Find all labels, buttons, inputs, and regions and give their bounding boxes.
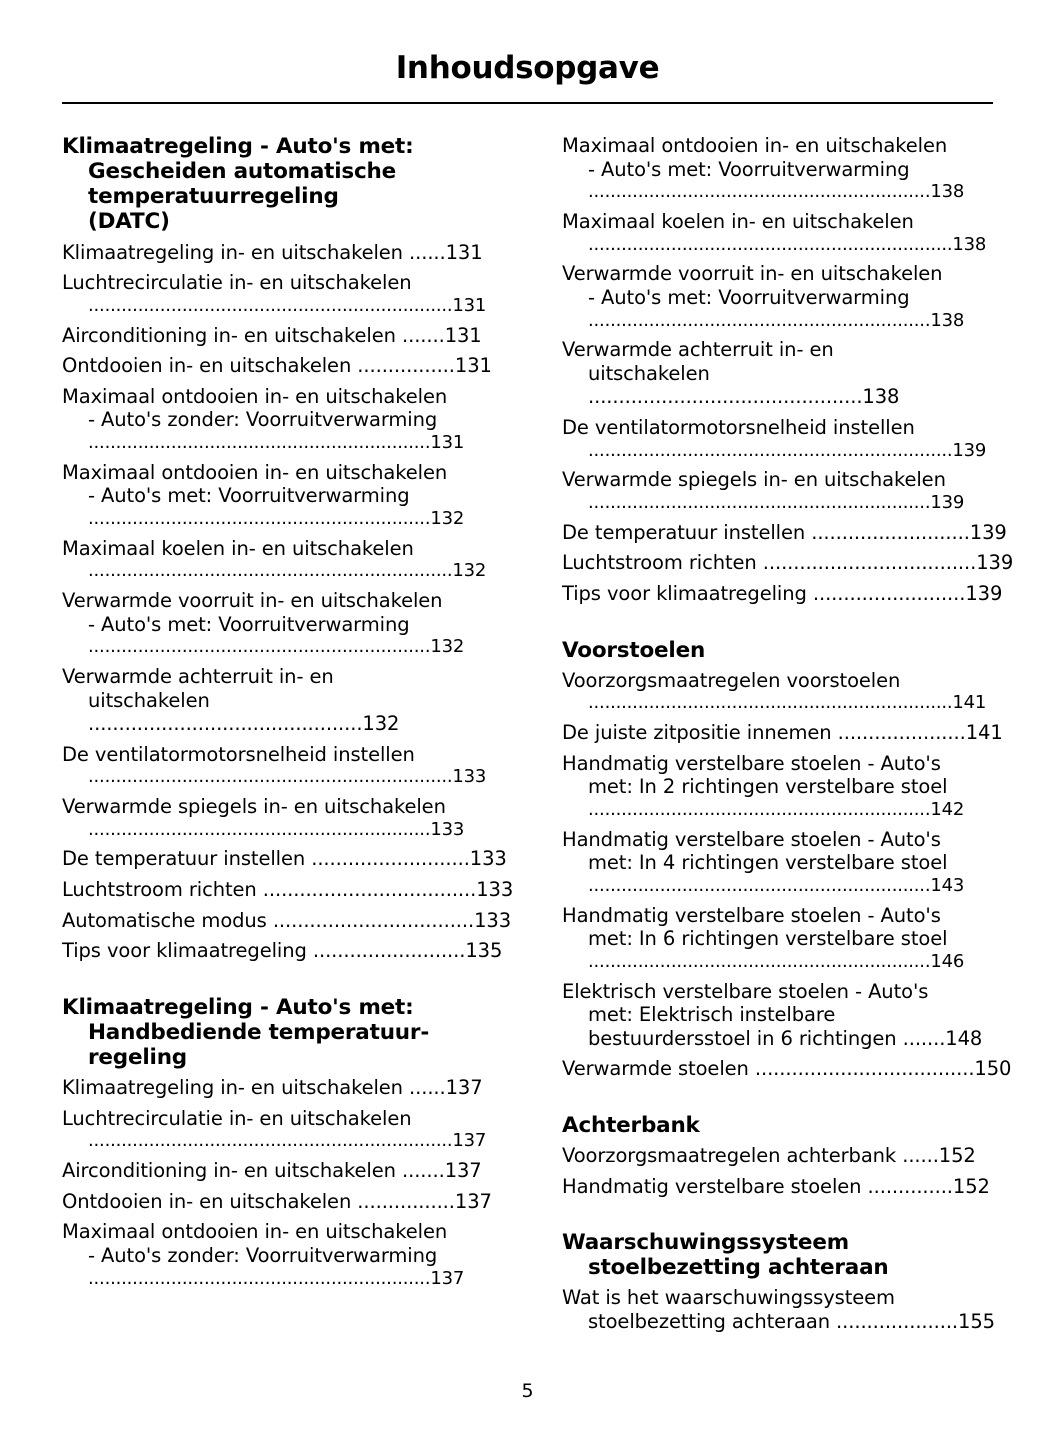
toc-entry[interactable] <box>62 1107 524 1152</box>
toc-entry-line: Verwarmde spiegels in- en uitschakelen <box>562 468 946 492</box>
section-heading-line: Gescheiden automatische <box>88 159 397 185</box>
toc-entry-line: Verwarmde voorruit in- en uitschakelen <box>62 588 443 612</box>
toc-entry-line: - Auto's met: Voorruitverwarming <box>88 612 410 636</box>
toc-entry-line: Voorzorgsmaatregelen voorstoelen <box>562 668 901 692</box>
toc-entry-line: bestuurdersstoel in 6 richtingen .......148 <box>588 1026 983 1050</box>
toc-entry-leader: ..............................................................142 <box>588 798 965 820</box>
title-divider <box>62 102 993 104</box>
toc-entry-leader: ..................................................................133 <box>88 766 487 788</box>
toc-entry[interactable] <box>62 589 524 658</box>
toc-entry-line: Maximaal ontdooien in- en uitschakelen <box>62 384 448 408</box>
toc-entry-line: Voorzorgsmaatregelen achterbank ......152 <box>562 1144 976 1168</box>
toc-entry-line: Tips voor klimaatregeling .........................135 <box>62 939 503 963</box>
toc-entry-line: Klimaatregeling in- en uitschakelen ......131 <box>62 240 483 264</box>
toc-entry[interactable] <box>62 241 524 265</box>
toc-entry-line: Handmatig verstelbare stoelen ..............152 <box>562 1174 990 1198</box>
toc-entry-leader: ..............................................................133 <box>88 818 465 840</box>
toc-entry[interactable] <box>562 1175 1024 1199</box>
toc-entry-leader: ..................................................................138 <box>588 233 987 255</box>
toc-entry[interactable] <box>562 521 1024 545</box>
toc-entry-line: Automatische modus .................................133 <box>62 908 512 932</box>
toc-entry-line: Maximaal koelen in- en uitschakelen <box>62 536 414 560</box>
toc-entry-line: Verwarmde voorruit in- en uitschakelen <box>562 262 943 286</box>
toc-entry[interactable] <box>562 669 1024 714</box>
toc-entry[interactable] <box>62 878 524 902</box>
toc-entry-leader: ..............................................................138 <box>588 181 965 203</box>
toc-entry[interactable] <box>62 461 524 530</box>
toc-entry[interactable] <box>62 909 524 933</box>
toc-entry[interactable] <box>62 795 524 840</box>
toc-entry[interactable] <box>562 904 1024 973</box>
toc-entry-line: Klimaatregeling in- en uitschakelen ......137 <box>62 1076 483 1100</box>
toc-entry-line: Verwarmde spiegels in- en uitschakelen <box>62 795 446 819</box>
toc-entry-leader: ..................................................................132 <box>88 560 487 582</box>
toc-entry[interactable] <box>62 1159 524 1183</box>
toc-entry[interactable] <box>562 721 1024 745</box>
toc-entry-line: Verwarmde achterruit in- en <box>62 664 334 688</box>
toc-entry-line: Verwarmde achterruit in- en <box>562 338 834 362</box>
section-heading-line: stoelbezetting achteraan <box>588 1255 889 1281</box>
toc-entry-line: Ontdooien in- en uitschakelen ................137 <box>62 1189 492 1213</box>
toc-entry[interactable] <box>562 262 1024 331</box>
toc-entry[interactable] <box>62 271 524 316</box>
toc-entry-line: De ventilatormotorsnelheid instellen <box>62 742 415 766</box>
toc-entry-line: Maximaal ontdooien in- en uitschakelen <box>62 460 448 484</box>
section-heading-line: Klimaatregeling - Auto's met: <box>62 134 414 159</box>
toc-entry-line: - Auto's met: Voorruitverwarming <box>588 285 910 309</box>
toc-entry-line: Airconditioning in- en uitschakelen .......131 <box>62 323 482 347</box>
toc-entry[interactable] <box>562 1057 1024 1081</box>
toc-entry-line: met: Elektrisch instelbare <box>588 1003 836 1027</box>
toc-entry-line: met: In 2 richtingen verstelbare stoel <box>588 775 948 799</box>
toc-entry[interactable] <box>62 324 524 348</box>
toc-entry[interactable] <box>62 385 524 454</box>
toc-entry-line: Verwarmde stoelen ....................................150 <box>562 1057 1012 1081</box>
section-heading-rear-seat <box>562 1113 1024 1138</box>
section-heading-line: Klimaatregeling - Auto's met: <box>62 994 414 1020</box>
toc-entry-leader: ..............................................................137 <box>88 1267 465 1289</box>
toc-entry-line: De temperatuur instellen ..........................133 <box>62 847 507 871</box>
section-heading-line: Waarschuwingssysteem <box>562 1230 849 1256</box>
section-heading-line: (DATC) <box>88 209 170 235</box>
toc-entry-leader: ..............................................................132 <box>88 636 465 658</box>
toc-entry[interactable] <box>562 1286 1024 1333</box>
toc-entry[interactable] <box>562 980 1024 1051</box>
toc-entry-line: uitschakelen .............................................138 <box>588 361 900 409</box>
section-heading-line: Handbediende temperatuur- <box>88 1019 430 1045</box>
toc-entry[interactable] <box>62 1076 524 1100</box>
toc-left-column <box>62 134 524 1296</box>
toc-entry[interactable] <box>562 551 1024 575</box>
toc-entry-leader: ..............................................................146 <box>588 950 965 972</box>
toc-entry-line: Tips voor klimaatregeling .........................139 <box>562 581 1003 605</box>
toc-entry[interactable] <box>562 416 1024 461</box>
toc-entry[interactable] <box>62 537 524 582</box>
toc-entry-leader: ..............................................................139 <box>588 492 965 513</box>
section-heading-climate-manual <box>62 995 524 1070</box>
toc-entry-line: Luchtstroom richten ...................................139 <box>562 551 1014 575</box>
toc-entry-leader: ..............................................................138 <box>588 309 965 331</box>
section-heading-line: regeling <box>88 1045 187 1071</box>
toc-right-column <box>562 134 1024 1341</box>
toc-entry-leader: ..................................................................141 <box>588 692 987 714</box>
section-heading-line: Voorstoelen <box>562 637 706 663</box>
toc-entry-line: met: In 4 richtingen verstelbare stoel <box>588 851 948 875</box>
toc-entry[interactable] <box>562 210 1024 255</box>
toc-entry-line: Maximaal ontdooien in- en uitschakelen <box>62 1220 448 1244</box>
toc-entry-line: Maximaal ontdooien in- en uitschakelen <box>562 134 948 157</box>
toc-entry-line: Luchtstroom richten ...................................133 <box>62 878 514 902</box>
toc-entry[interactable] <box>62 354 524 378</box>
toc-entry-line: Ontdooien in- en uitschakelen ................131 <box>62 354 492 378</box>
toc-entry[interactable] <box>562 338 1024 409</box>
toc-entry-line: stoelbezetting achteraan ....................155 <box>588 1310 995 1334</box>
toc-entry[interactable] <box>62 743 524 788</box>
toc-entry-line: uitschakelen .............................................132 <box>88 688 400 736</box>
section-heading-rear-occupant-alert <box>562 1230 1024 1280</box>
toc-entry-leader: ..............................................................131 <box>88 431 465 453</box>
toc-entry-line: - Auto's met: Voorruitverwarming <box>88 484 410 508</box>
toc-entry-line: met: In 6 richtingen verstelbare stoel <box>588 927 948 951</box>
toc-entry[interactable] <box>562 134 1024 203</box>
toc-entry-line: Airconditioning in- en uitschakelen .......137 <box>62 1159 482 1183</box>
toc-entry[interactable] <box>62 1190 524 1214</box>
toc-entry[interactable] <box>562 752 1024 821</box>
toc-entry[interactable] <box>62 847 524 871</box>
toc-entry-leader: ..................................................................139 <box>588 439 987 461</box>
section-heading-climate-datc <box>62 134 524 235</box>
section-heading-front-seats <box>562 638 1024 663</box>
section-heading-line: Achterbank <box>562 1112 700 1138</box>
toc-entry-line: - Auto's zonder: Voorruitverwarming <box>88 1243 438 1267</box>
toc-entry[interactable] <box>62 939 524 963</box>
page-folio: 5 <box>521 1380 534 1402</box>
toc-entry-leader: ..................................................................131 <box>88 294 487 316</box>
toc-entry-line: De ventilatormotorsnelheid instellen <box>562 416 915 440</box>
toc-entry-line: Elektrisch verstelbare stoelen - Auto's <box>562 979 929 1003</box>
toc-entry-line: - Auto's zonder: Voorruitverwarming <box>88 408 438 432</box>
toc-entry-line: Handmatig verstelbare stoelen - Auto's <box>562 903 941 927</box>
toc-entry-line: Wat is het waarschuwingssysteem <box>562 1286 895 1310</box>
toc-entry-leader: ..............................................................143 <box>588 874 965 896</box>
page-title: Inhoudsopgave <box>395 50 660 86</box>
toc-entry-line: Luchtrecirculatie in- en uitschakelen <box>62 271 412 295</box>
toc-entry-line: Handmatig verstelbare stoelen - Auto's <box>562 827 941 851</box>
toc-entry[interactable] <box>562 828 1024 897</box>
toc-entry-line: Handmatig verstelbare stoelen - Auto's <box>562 751 941 775</box>
toc-entry[interactable] <box>62 1220 524 1289</box>
toc-entry-leader: ..................................................................137 <box>88 1130 487 1152</box>
toc-entry-line: De temperatuur instellen ..........................139 <box>562 520 1007 544</box>
toc-entry[interactable] <box>562 1144 1024 1168</box>
toc-entry[interactable] <box>562 582 1024 606</box>
toc-entry[interactable] <box>562 468 1024 513</box>
toc-entry-line: - Auto's met: Voorruitverwarming <box>588 157 910 181</box>
toc-entry-line: De juiste zitpositie innemen .....................141 <box>562 721 1003 745</box>
toc-columns <box>62 134 1014 1341</box>
toc-entry[interactable] <box>62 665 524 736</box>
toc-entry-leader: ..............................................................132 <box>88 507 465 529</box>
toc-entry-line: Luchtrecirculatie in- en uitschakelen <box>62 1106 412 1130</box>
toc-entry-line: Maximaal koelen in- en uitschakelen <box>562 209 914 233</box>
section-heading-line: temperatuurregeling <box>88 184 339 210</box>
